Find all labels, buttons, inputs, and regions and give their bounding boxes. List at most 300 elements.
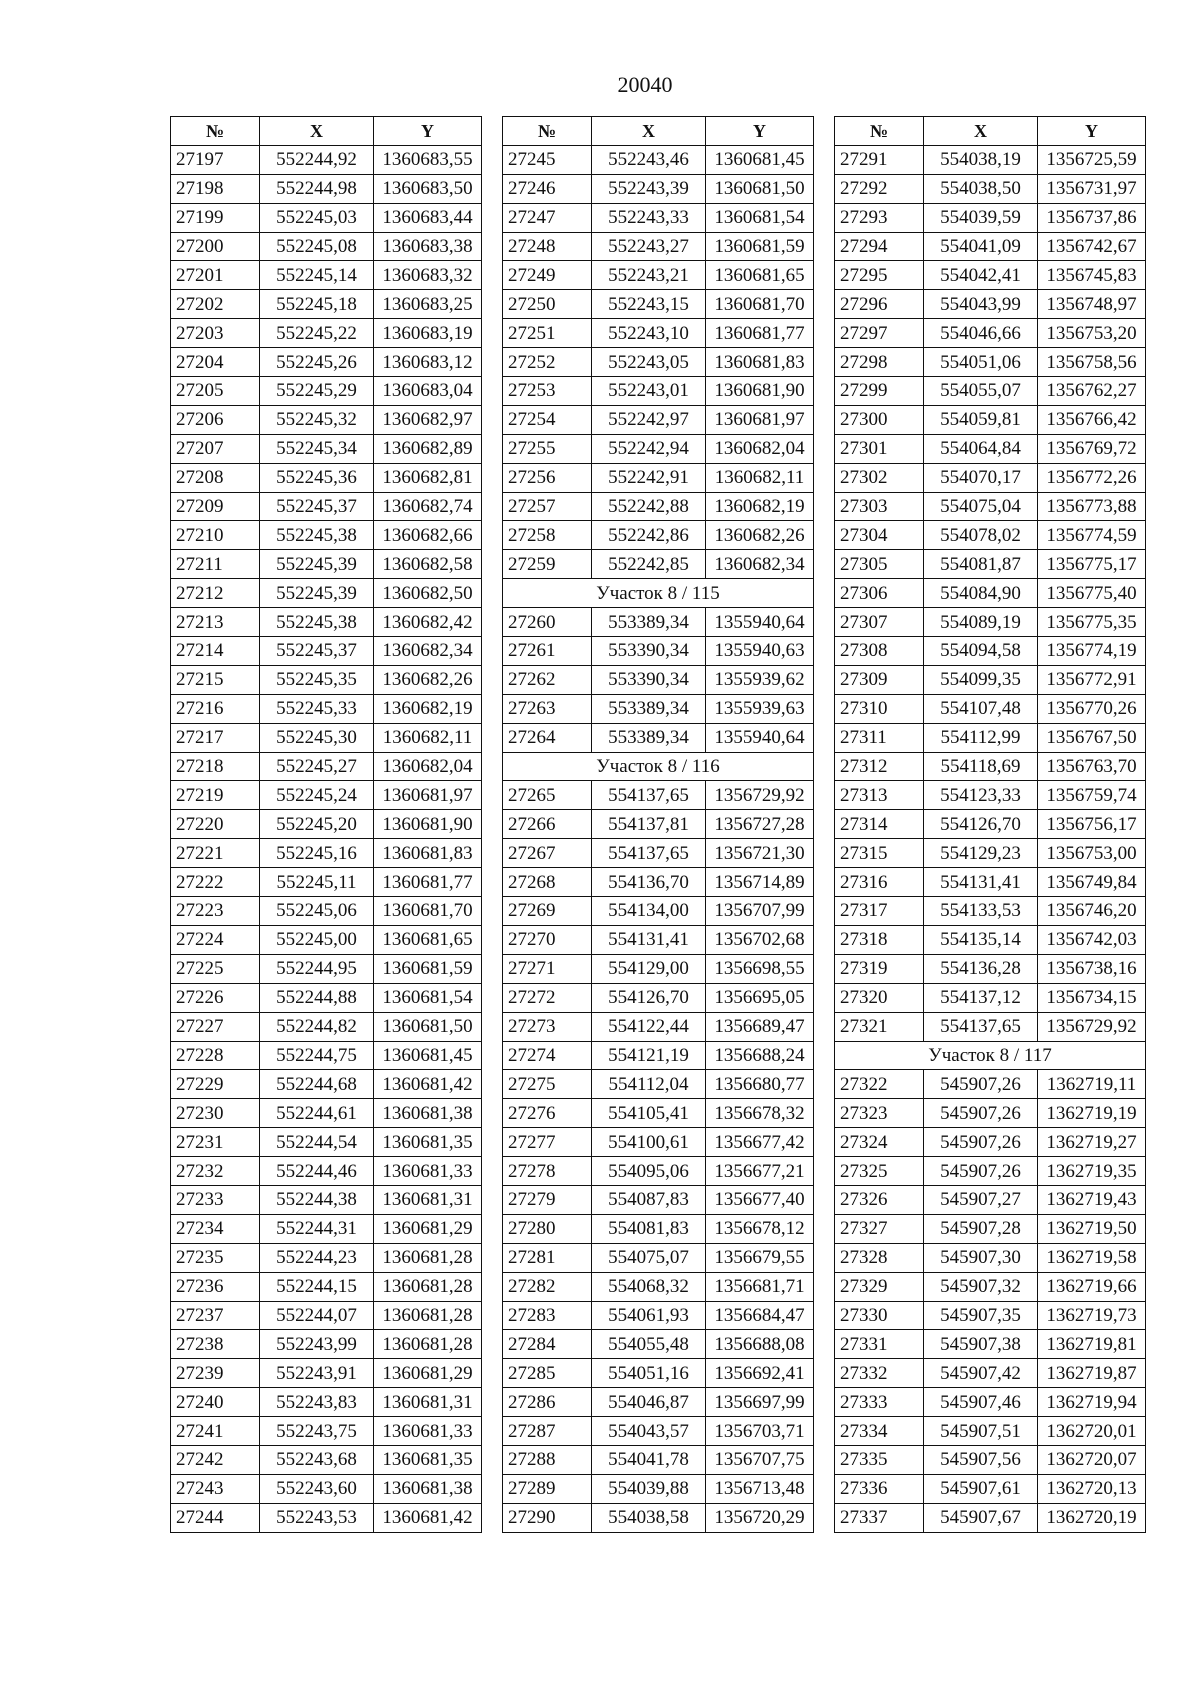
x-coordinate-cell: 552244,95 — [260, 954, 374, 983]
y-coordinate-cell: 1360683,04 — [374, 377, 482, 406]
table-row — [503, 290, 814, 319]
table-row — [503, 1041, 814, 1070]
table-row — [835, 608, 1146, 637]
x-coordinate-cell: 552243,27 — [592, 232, 706, 261]
y-coordinate-cell: 1356720,29 — [706, 1503, 814, 1532]
point-number-cell: 27316 — [835, 868, 924, 897]
y-coordinate-cell: 1356770,26 — [1038, 694, 1146, 723]
x-coordinate-cell: 554075,04 — [924, 492, 1038, 521]
point-number-cell: 27305 — [835, 550, 924, 579]
point-number-cell: 27249 — [503, 261, 592, 290]
y-coordinate-cell: 1360681,29 — [374, 1214, 482, 1243]
y-coordinate-cell: 1355940,64 — [706, 723, 814, 752]
point-number-cell: 27228 — [171, 1041, 260, 1070]
y-coordinate-cell: 1356679,55 — [706, 1243, 814, 1272]
x-coordinate-cell: 552243,75 — [260, 1417, 374, 1446]
table-row — [835, 1330, 1146, 1359]
point-number-cell: 27224 — [171, 925, 260, 954]
table-row — [503, 1012, 814, 1041]
y-coordinate-cell: 1360681,70 — [374, 897, 482, 926]
table-row — [171, 232, 482, 261]
point-number-cell: 27223 — [171, 897, 260, 926]
x-coordinate-cell: 554122,44 — [592, 1012, 706, 1041]
header-no: № — [171, 117, 260, 146]
point-number-cell: 27306 — [835, 579, 924, 608]
y-coordinate-cell: 1356684,47 — [706, 1301, 814, 1330]
table-row — [171, 1214, 482, 1243]
y-coordinate-cell: 1356766,42 — [1038, 405, 1146, 434]
y-coordinate-cell: 1360681,50 — [374, 1012, 482, 1041]
table-row — [503, 174, 814, 203]
x-coordinate-cell: 545907,30 — [924, 1243, 1038, 1272]
x-coordinate-cell: 554131,41 — [924, 868, 1038, 897]
table-row — [835, 145, 1146, 174]
y-coordinate-cell: 1356767,50 — [1038, 723, 1146, 752]
point-number-cell: 27209 — [171, 492, 260, 521]
table-row — [835, 203, 1146, 232]
y-coordinate-cell: 1356721,30 — [706, 839, 814, 868]
y-coordinate-cell: 1360681,83 — [706, 348, 814, 377]
table-row — [171, 1503, 482, 1532]
y-coordinate-cell: 1360681,45 — [706, 145, 814, 174]
y-coordinate-cell: 1356695,05 — [706, 983, 814, 1012]
x-coordinate-cell: 554039,88 — [592, 1474, 706, 1503]
x-coordinate-cell: 552245,18 — [260, 290, 374, 319]
x-coordinate-cell: 554137,12 — [924, 983, 1038, 1012]
point-number-cell: 27242 — [171, 1445, 260, 1474]
y-coordinate-cell: 1360681,31 — [374, 1185, 482, 1214]
point-number-cell: 27331 — [835, 1330, 924, 1359]
y-coordinate-cell: 1360681,54 — [706, 203, 814, 232]
point-number-cell: 27318 — [835, 925, 924, 954]
y-coordinate-cell: 1356681,71 — [706, 1272, 814, 1301]
x-coordinate-cell: 554075,07 — [592, 1243, 706, 1272]
point-number-cell: 27286 — [503, 1388, 592, 1417]
point-number-cell: 27254 — [503, 405, 592, 434]
table-row — [503, 405, 814, 434]
point-number-cell: 27238 — [171, 1330, 260, 1359]
y-coordinate-cell: 1356772,26 — [1038, 463, 1146, 492]
y-coordinate-cell: 1356753,20 — [1038, 319, 1146, 348]
x-coordinate-cell: 552245,29 — [260, 377, 374, 406]
point-number-cell: 27262 — [503, 665, 592, 694]
x-coordinate-cell: 545907,26 — [924, 1157, 1038, 1186]
table-row — [171, 261, 482, 290]
point-number-cell: 27233 — [171, 1185, 260, 1214]
y-coordinate-cell: 1356775,40 — [1038, 579, 1146, 608]
point-number-cell: 27220 — [171, 810, 260, 839]
point-number-cell: 27202 — [171, 290, 260, 319]
table-row — [503, 954, 814, 983]
table-row — [503, 348, 814, 377]
y-coordinate-cell: 1356758,56 — [1038, 348, 1146, 377]
section-row — [503, 579, 814, 608]
header-y: Y — [706, 117, 814, 146]
y-coordinate-cell: 1360681,77 — [706, 319, 814, 348]
point-number-cell: 27319 — [835, 954, 924, 983]
point-number-cell: 27298 — [835, 348, 924, 377]
point-number-cell: 27211 — [171, 550, 260, 579]
table-row — [171, 377, 482, 406]
x-coordinate-cell: 552243,33 — [592, 203, 706, 232]
table-row — [171, 1359, 482, 1388]
table-row — [835, 521, 1146, 550]
header-no: № — [835, 117, 924, 146]
table-row — [171, 983, 482, 1012]
table-row — [171, 810, 482, 839]
y-coordinate-cell: 1356775,17 — [1038, 550, 1146, 579]
y-coordinate-cell: 1356703,71 — [706, 1417, 814, 1446]
table-row — [171, 319, 482, 348]
x-coordinate-cell: 552245,14 — [260, 261, 374, 290]
y-coordinate-cell: 1360683,12 — [374, 348, 482, 377]
point-number-cell: 27300 — [835, 405, 924, 434]
x-coordinate-cell: 552245,11 — [260, 868, 374, 897]
y-coordinate-cell: 1356749,84 — [1038, 868, 1146, 897]
x-coordinate-cell: 545907,56 — [924, 1445, 1038, 1474]
table-row — [503, 868, 814, 897]
x-coordinate-cell: 552244,31 — [260, 1214, 374, 1243]
point-number-cell: 27198 — [171, 174, 260, 203]
point-number-cell: 27260 — [503, 608, 592, 637]
table-row — [503, 1128, 814, 1157]
point-number-cell: 27282 — [503, 1272, 592, 1301]
table-row — [503, 781, 814, 810]
table-row — [171, 405, 482, 434]
point-number-cell: 27227 — [171, 1012, 260, 1041]
y-coordinate-cell: 1360682,74 — [374, 492, 482, 521]
point-number-cell: 27200 — [171, 232, 260, 261]
y-coordinate-cell: 1356774,59 — [1038, 521, 1146, 550]
x-coordinate-cell: 553389,34 — [592, 608, 706, 637]
table-row — [503, 694, 814, 723]
point-number-cell: 27327 — [835, 1214, 924, 1243]
table-row — [503, 1388, 814, 1417]
point-number-cell: 27245 — [503, 145, 592, 174]
x-coordinate-cell: 554129,23 — [924, 839, 1038, 868]
x-coordinate-cell: 552244,88 — [260, 983, 374, 1012]
x-coordinate-cell: 552243,68 — [260, 1445, 374, 1474]
y-coordinate-cell: 1356692,41 — [706, 1359, 814, 1388]
y-coordinate-cell: 1356774,19 — [1038, 637, 1146, 666]
y-coordinate-cell: 1360683,38 — [374, 232, 482, 261]
y-coordinate-cell: 1356769,72 — [1038, 434, 1146, 463]
x-coordinate-cell: 554055,48 — [592, 1330, 706, 1359]
table-row — [171, 174, 482, 203]
point-number-cell: 27266 — [503, 810, 592, 839]
y-coordinate-cell: 1360683,44 — [374, 203, 482, 232]
point-number-cell: 27312 — [835, 752, 924, 781]
point-number-cell: 27225 — [171, 954, 260, 983]
y-coordinate-cell: 1360681,28 — [374, 1272, 482, 1301]
table-row — [171, 637, 482, 666]
x-coordinate-cell: 545907,26 — [924, 1128, 1038, 1157]
header-y: Y — [1038, 117, 1146, 146]
table-row — [835, 1185, 1146, 1214]
table-row — [503, 723, 814, 752]
table-row — [503, 1359, 814, 1388]
table-row — [503, 521, 814, 550]
table-row — [835, 694, 1146, 723]
x-coordinate-cell: 554068,32 — [592, 1272, 706, 1301]
x-coordinate-cell: 552245,39 — [260, 579, 374, 608]
section-title: Участок 8 / 116 — [503, 752, 814, 781]
x-coordinate-cell: 552245,06 — [260, 897, 374, 926]
table-row — [171, 1099, 482, 1128]
point-number-cell: 27281 — [503, 1243, 592, 1272]
point-number-cell: 27268 — [503, 868, 592, 897]
x-coordinate-cell: 554042,41 — [924, 261, 1038, 290]
y-coordinate-cell: 1360682,50 — [374, 579, 482, 608]
point-number-cell: 27215 — [171, 665, 260, 694]
table-row — [171, 1243, 482, 1272]
point-number-cell: 27259 — [503, 550, 592, 579]
y-coordinate-cell: 1356688,24 — [706, 1041, 814, 1070]
x-coordinate-cell: 554087,83 — [592, 1185, 706, 1214]
point-number-cell: 27231 — [171, 1128, 260, 1157]
point-number-cell: 27307 — [835, 608, 924, 637]
x-coordinate-cell: 552245,24 — [260, 781, 374, 810]
point-number-cell: 27251 — [503, 319, 592, 348]
x-coordinate-cell: 554043,57 — [592, 1417, 706, 1446]
point-number-cell: 27270 — [503, 925, 592, 954]
x-coordinate-cell: 552243,91 — [260, 1359, 374, 1388]
point-number-cell: 27283 — [503, 1301, 592, 1330]
x-coordinate-cell: 552244,07 — [260, 1301, 374, 1330]
y-coordinate-cell: 1360682,11 — [706, 463, 814, 492]
table-row — [503, 608, 814, 637]
y-coordinate-cell: 1356678,32 — [706, 1099, 814, 1128]
point-number-cell: 27232 — [171, 1157, 260, 1186]
point-number-cell: 27243 — [171, 1474, 260, 1503]
y-coordinate-cell: 1360682,66 — [374, 521, 482, 550]
y-coordinate-cell: 1356725,59 — [1038, 145, 1146, 174]
x-coordinate-cell: 552244,82 — [260, 1012, 374, 1041]
y-coordinate-cell: 1362719,35 — [1038, 1157, 1146, 1186]
x-coordinate-cell: 554135,14 — [924, 925, 1038, 954]
y-coordinate-cell: 1356772,91 — [1038, 665, 1146, 694]
point-number-cell: 27293 — [835, 203, 924, 232]
point-number-cell: 27219 — [171, 781, 260, 810]
point-number-cell: 27246 — [503, 174, 592, 203]
point-number-cell: 27252 — [503, 348, 592, 377]
y-coordinate-cell: 1356714,89 — [706, 868, 814, 897]
y-coordinate-cell: 1362720,01 — [1038, 1417, 1146, 1446]
point-number-cell: 27253 — [503, 377, 592, 406]
y-coordinate-cell: 1360682,89 — [374, 434, 482, 463]
table-row — [835, 839, 1146, 868]
section-title: Участок 8 / 115 — [503, 579, 814, 608]
y-coordinate-cell: 1360681,35 — [374, 1128, 482, 1157]
header-y: Y — [374, 117, 482, 146]
x-coordinate-cell: 554038,50 — [924, 174, 1038, 203]
x-coordinate-cell: 552242,85 — [592, 550, 706, 579]
y-coordinate-cell: 1360683,50 — [374, 174, 482, 203]
x-coordinate-cell: 552245,33 — [260, 694, 374, 723]
x-coordinate-cell: 553389,34 — [592, 694, 706, 723]
y-coordinate-cell: 1360683,25 — [374, 290, 482, 319]
table-row — [503, 1070, 814, 1099]
x-coordinate-cell: 554123,33 — [924, 781, 1038, 810]
y-coordinate-cell: 1360682,34 — [374, 637, 482, 666]
y-coordinate-cell: 1360681,77 — [374, 868, 482, 897]
point-number-cell: 27280 — [503, 1214, 592, 1243]
table-row — [171, 1301, 482, 1330]
table-row — [835, 1272, 1146, 1301]
point-number-cell: 27334 — [835, 1417, 924, 1446]
point-number-cell: 27332 — [835, 1359, 924, 1388]
x-coordinate-cell: 554043,99 — [924, 290, 1038, 319]
point-number-cell: 27294 — [835, 232, 924, 261]
x-coordinate-cell: 554099,35 — [924, 665, 1038, 694]
y-coordinate-cell: 1360682,04 — [706, 434, 814, 463]
coordinates-table-1 — [170, 116, 482, 1533]
y-coordinate-cell: 1362719,58 — [1038, 1243, 1146, 1272]
table-row — [835, 550, 1146, 579]
header-x: X — [592, 117, 706, 146]
y-coordinate-cell: 1362719,50 — [1038, 1214, 1146, 1243]
x-coordinate-cell: 553390,34 — [592, 665, 706, 694]
y-coordinate-cell: 1362719,73 — [1038, 1301, 1146, 1330]
y-coordinate-cell: 1360682,26 — [706, 521, 814, 550]
y-coordinate-cell: 1362720,07 — [1038, 1445, 1146, 1474]
x-coordinate-cell: 552245,37 — [260, 637, 374, 666]
y-coordinate-cell: 1356746,20 — [1038, 897, 1146, 926]
point-number-cell: 27290 — [503, 1503, 592, 1532]
table-row — [835, 463, 1146, 492]
point-number-cell: 27248 — [503, 232, 592, 261]
x-coordinate-cell: 552245,27 — [260, 752, 374, 781]
x-coordinate-cell: 554137,81 — [592, 810, 706, 839]
y-coordinate-cell: 1360681,33 — [374, 1157, 482, 1186]
x-coordinate-cell: 552243,15 — [592, 290, 706, 319]
y-coordinate-cell: 1360683,19 — [374, 319, 482, 348]
table-row — [835, 1099, 1146, 1128]
table-row — [835, 723, 1146, 752]
table-row — [835, 637, 1146, 666]
y-coordinate-cell: 1360682,19 — [706, 492, 814, 521]
y-coordinate-cell: 1356680,77 — [706, 1070, 814, 1099]
x-coordinate-cell: 554061,93 — [592, 1301, 706, 1330]
x-coordinate-cell: 545907,67 — [924, 1503, 1038, 1532]
point-number-cell: 27323 — [835, 1099, 924, 1128]
y-coordinate-cell: 1360681,65 — [374, 925, 482, 954]
table-row — [503, 637, 814, 666]
x-coordinate-cell: 554084,90 — [924, 579, 1038, 608]
point-number-cell: 27330 — [835, 1301, 924, 1330]
table-row — [835, 492, 1146, 521]
table-row — [835, 1474, 1146, 1503]
x-coordinate-cell: 553390,34 — [592, 637, 706, 666]
x-coordinate-cell: 554137,65 — [592, 781, 706, 810]
table-row — [503, 925, 814, 954]
y-coordinate-cell: 1362719,11 — [1038, 1070, 1146, 1099]
y-coordinate-cell: 1355939,63 — [706, 694, 814, 723]
table-row — [503, 550, 814, 579]
table-row — [503, 1445, 814, 1474]
table-row — [171, 1185, 482, 1214]
point-number-cell: 27218 — [171, 752, 260, 781]
y-coordinate-cell: 1360681,97 — [706, 405, 814, 434]
x-coordinate-cell: 552243,46 — [592, 145, 706, 174]
y-coordinate-cell: 1360681,38 — [374, 1474, 482, 1503]
point-number-cell: 27297 — [835, 319, 924, 348]
x-coordinate-cell: 552243,60 — [260, 1474, 374, 1503]
y-coordinate-cell: 1362719,27 — [1038, 1128, 1146, 1157]
x-coordinate-cell: 552243,83 — [260, 1388, 374, 1417]
table-row — [503, 1301, 814, 1330]
point-number-cell: 27335 — [835, 1445, 924, 1474]
table-row — [835, 1012, 1146, 1041]
x-coordinate-cell: 554137,65 — [592, 839, 706, 868]
table-row — [171, 145, 482, 174]
y-coordinate-cell: 1362719,66 — [1038, 1272, 1146, 1301]
table-row — [835, 1301, 1146, 1330]
x-coordinate-cell: 554136,70 — [592, 868, 706, 897]
x-coordinate-cell: 554070,17 — [924, 463, 1038, 492]
table-row — [171, 348, 482, 377]
header-x: X — [260, 117, 374, 146]
x-coordinate-cell: 552244,54 — [260, 1128, 374, 1157]
table-row — [171, 723, 482, 752]
x-coordinate-cell: 554133,53 — [924, 897, 1038, 926]
x-coordinate-cell: 552243,39 — [592, 174, 706, 203]
point-number-cell: 27201 — [171, 261, 260, 290]
y-coordinate-cell: 1362719,81 — [1038, 1330, 1146, 1359]
table-row — [503, 839, 814, 868]
point-number-cell: 27337 — [835, 1503, 924, 1532]
y-coordinate-cell: 1360681,83 — [374, 839, 482, 868]
point-number-cell: 27217 — [171, 723, 260, 752]
table-row — [171, 1128, 482, 1157]
point-number-cell: 27309 — [835, 665, 924, 694]
table-row — [171, 290, 482, 319]
y-coordinate-cell: 1356775,35 — [1038, 608, 1146, 637]
table-row — [171, 1070, 482, 1099]
x-coordinate-cell: 552245,38 — [260, 608, 374, 637]
table-row — [835, 868, 1146, 897]
table-row — [503, 1503, 814, 1532]
x-coordinate-cell: 554039,59 — [924, 203, 1038, 232]
y-coordinate-cell: 1360681,35 — [374, 1445, 482, 1474]
table-row — [503, 1185, 814, 1214]
point-number-cell: 27257 — [503, 492, 592, 521]
point-number-cell: 27221 — [171, 839, 260, 868]
point-number-cell: 27311 — [835, 723, 924, 752]
table-row — [835, 752, 1146, 781]
table-row — [835, 983, 1146, 1012]
x-coordinate-cell: 545907,26 — [924, 1099, 1038, 1128]
point-number-cell: 27287 — [503, 1417, 592, 1446]
x-coordinate-cell: 554064,84 — [924, 434, 1038, 463]
y-coordinate-cell: 1360681,28 — [374, 1243, 482, 1272]
section-row — [503, 752, 814, 781]
point-number-cell: 27204 — [171, 348, 260, 377]
table-row — [171, 1041, 482, 1070]
point-number-cell: 27206 — [171, 405, 260, 434]
table-row — [503, 261, 814, 290]
table-row — [503, 1099, 814, 1128]
table-row — [171, 1445, 482, 1474]
y-coordinate-cell: 1356742,67 — [1038, 232, 1146, 261]
x-coordinate-cell: 552242,94 — [592, 434, 706, 463]
table-row — [835, 1388, 1146, 1417]
table-row — [171, 954, 482, 983]
x-coordinate-cell: 554078,02 — [924, 521, 1038, 550]
point-number-cell: 27275 — [503, 1070, 592, 1099]
table-row — [835, 261, 1146, 290]
table-row — [503, 1272, 814, 1301]
